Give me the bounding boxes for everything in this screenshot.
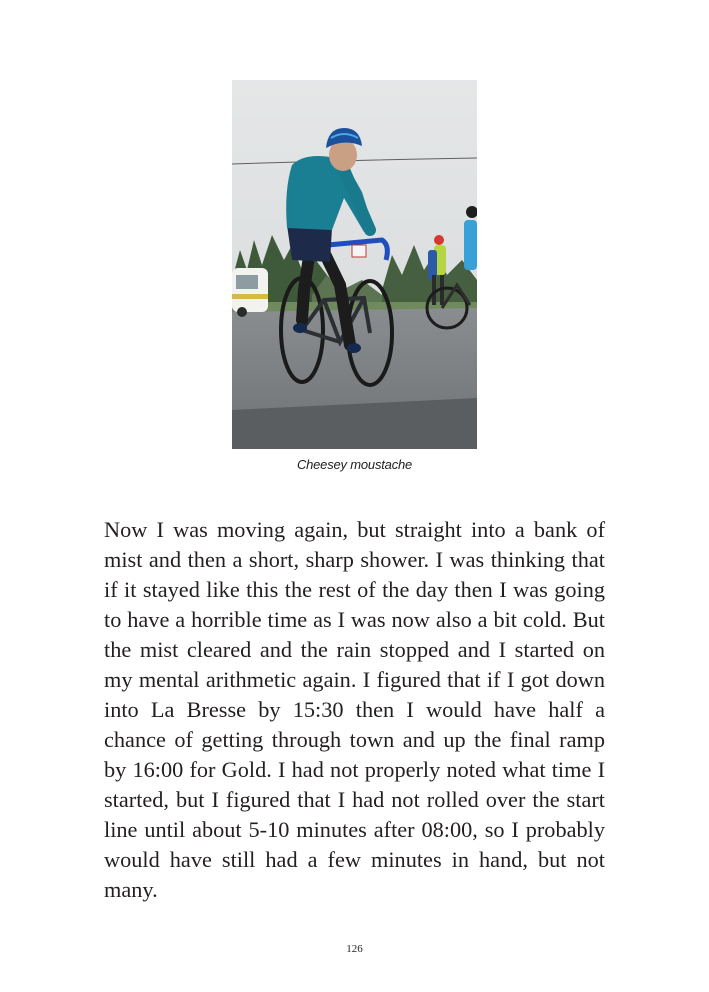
cyclist-photo [232, 80, 477, 449]
figure-caption: Cheesey moustache [296, 457, 413, 472]
body-paragraph: Now I was moving again, but straight into a bank of mist and then a short, sharp shower. I was thinking that if it stayed like this the rest of the day then I was going to have a horrible time as I was now also a bit cold. But the mist cleared and the rain stopped and I started on my mental arithmetic again. I figured that if I got down into La Bresse by 15:30 then I would have half a chance of getting through town and up the final ramp by 16:00 for Gold. I had not properly noted what time I started, but I figured that I had not rolled over the start line until about 5-10 minutes after 08:00, so I probably would have still had a few minutes in hand, but not many. [104, 517, 605, 902]
page-number: 126 [346, 943, 363, 955]
van [232, 268, 268, 317]
